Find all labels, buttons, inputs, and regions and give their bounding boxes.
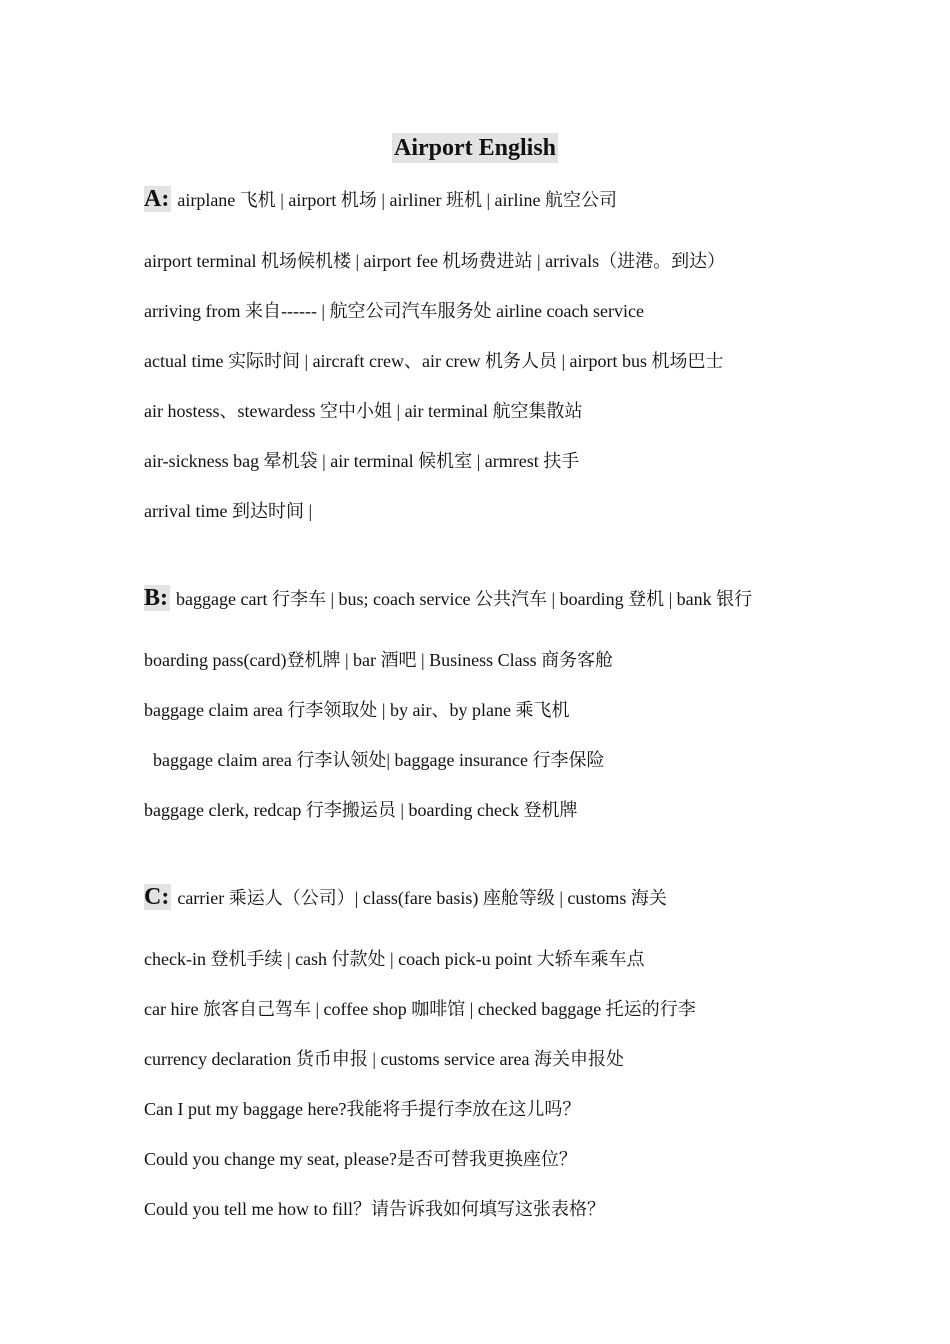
vocab-line: arriving from 来自------ | 航空公司汽车服务处 airline coach service: [144, 301, 644, 321]
vocab-line: arrival time 到达时间 |: [144, 501, 313, 521]
vocab-line: airport terminal 机场候机楼 | airport fee 机场费进站 | arrivals（进港。到达）: [144, 251, 726, 271]
vocab-line: currency declaration 货币申报 | customs service area 海关申报处: [144, 1049, 624, 1069]
vocab-line: baggage claim area 行李认领处| baggage insurance 行李保险: [153, 750, 605, 770]
phrase-line: Can I put my baggage here?我能将手提行李放在这儿吗？: [144, 1099, 581, 1119]
section-a-heading: [144, 187, 617, 212]
section-letter-a: A:: [144, 186, 170, 212]
title-container: [0, 133, 950, 163]
phrase-line: Could you tell me how to fill？请告诉我如何填写这张表格？: [144, 1199, 605, 1219]
section-b-heading: [144, 586, 752, 611]
section-b-first-line: baggage cart 行李车 | bus; coach service 公共汽车 | boarding 登机 | bank 银行: [176, 589, 753, 609]
vocab-line: check-in 登机手续 | cash 付款处 | coach pick-u point 大轿车乘车点: [144, 949, 645, 969]
vocab-line: car hire 旅客自己驾车 | coffee shop 咖啡馆 | checked baggage 托运的行李: [144, 999, 696, 1019]
vocab-line: baggage clerk, redcap 行李搬运员 | boarding check 登机牌: [144, 800, 578, 820]
vocab-line: baggage claim area 行李领取处 | by air、by plane 乘飞机: [144, 700, 570, 720]
section-c-heading: [144, 885, 667, 910]
vocab-line: air-sickness bag 晕机袋 | air terminal 候机室 | armrest 扶手: [144, 451, 580, 471]
page-title: Airport English: [393, 135, 557, 161]
section-c-first-line: carrier 乘运人（公司）| class(fare basis) 座舱等级 | customs 海关: [177, 888, 667, 908]
section-letter-b: B:: [144, 585, 168, 611]
vocab-line: air hostess、stewardess 空中小姐 | air terminal 航空集散站: [144, 401, 583, 421]
section-a-first-line: airplane 飞机 | airport 机场 | airliner 班机 | airline 航空公司: [177, 190, 618, 210]
phrase-line: Could you change my seat, please?是否可替我更换座位？: [144, 1149, 577, 1169]
vocab-line: boarding pass(card)登机牌 | bar 酒吧 | Business Class 商务客舱: [144, 650, 614, 670]
section-letter-c: C:: [144, 884, 170, 910]
vocab-line: actual time 实际时间 | aircraft crew、air crew 机务人员 | airport bus 机场巴士: [144, 351, 724, 371]
